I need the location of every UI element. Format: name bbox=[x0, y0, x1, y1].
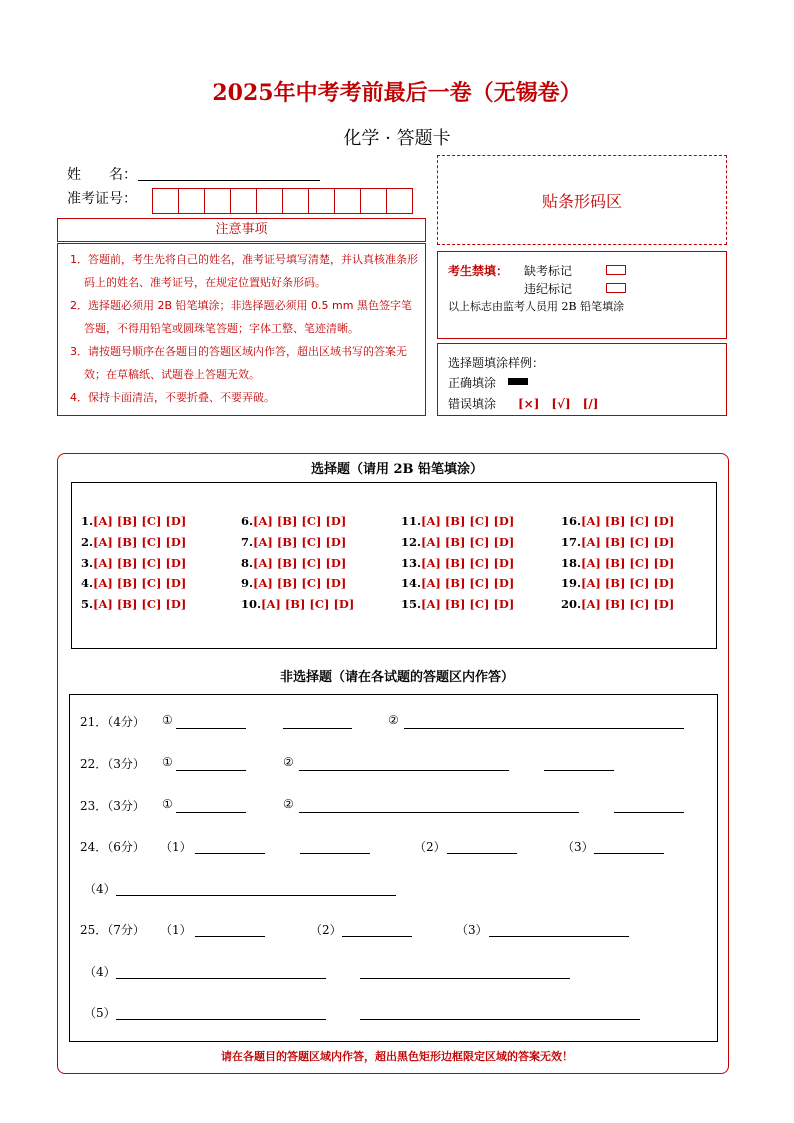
question-number: 9. bbox=[241, 576, 254, 590]
choice-question[interactable] bbox=[561, 576, 674, 590]
part-2: （2） bbox=[310, 923, 342, 937]
question-number: 5. bbox=[81, 597, 94, 611]
violation-mark[interactable] bbox=[606, 283, 626, 293]
circle-2: ② bbox=[283, 755, 294, 769]
answer-line[interactable] bbox=[360, 978, 570, 979]
choice-question[interactable] bbox=[81, 576, 186, 590]
question-number: 12. bbox=[401, 535, 422, 549]
choice-question[interactable] bbox=[241, 514, 346, 528]
choice-question[interactable] bbox=[401, 556, 514, 570]
answer-line[interactable] bbox=[544, 770, 614, 771]
question-number: 16. bbox=[561, 514, 582, 528]
choice-question[interactable] bbox=[561, 556, 674, 570]
name-label: 姓 名： bbox=[67, 167, 137, 183]
answer-options[interactable]: [A] [B] [C] [D] bbox=[253, 556, 347, 570]
answer-options[interactable]: [A] [B] [C] [D] bbox=[421, 556, 515, 570]
part-2: （2） bbox=[414, 840, 446, 854]
answer-line[interactable] bbox=[404, 728, 684, 729]
question-number: 17. bbox=[561, 535, 582, 549]
question-number: 8. bbox=[241, 556, 254, 570]
answer-line[interactable] bbox=[489, 936, 629, 937]
notice-item: 1．答题前，考生先将自己的姓名，准考证号填写清楚，并认真核准条形码上的姓名、准考证号，在规定位置贴好条形码。 bbox=[70, 253, 418, 289]
question-number: 4. bbox=[81, 576, 94, 590]
answer-line[interactable] bbox=[342, 936, 412, 937]
choice-question[interactable] bbox=[561, 514, 674, 528]
absent-label: 缺考标记 bbox=[524, 264, 573, 278]
free-section-title: 非选择题（请在各试题的答题区内作答） bbox=[279, 670, 514, 685]
part-1: （1） bbox=[160, 840, 192, 854]
q25-label: 25．（7分） bbox=[80, 923, 145, 937]
answer-line[interactable] bbox=[299, 812, 579, 813]
question-number: 20. bbox=[561, 597, 582, 611]
answer-options[interactable]: [A] [B] [C] [D] bbox=[261, 597, 355, 611]
question-number: 14. bbox=[401, 576, 422, 590]
fill-sample-box bbox=[437, 343, 727, 416]
question-number: 10. bbox=[241, 597, 262, 611]
answer-options[interactable]: [A] [B] [C] [D] bbox=[421, 535, 515, 549]
answer-options[interactable]: [A] [B] [C] [D] bbox=[93, 576, 187, 590]
circle-2: ② bbox=[283, 797, 294, 811]
part-5: （5） bbox=[84, 1006, 116, 1020]
notice-box bbox=[57, 243, 426, 416]
choice-question[interactable] bbox=[401, 514, 514, 528]
answer-options[interactable]: [A] [B] [C] [D] bbox=[93, 535, 187, 549]
circle-1: ① bbox=[162, 797, 173, 811]
choice-question[interactable] bbox=[241, 535, 346, 549]
answer-options[interactable]: [A] [B] [C] [D] bbox=[253, 535, 347, 549]
answer-line[interactable] bbox=[447, 853, 517, 854]
choice-question[interactable] bbox=[561, 535, 674, 549]
id-number-boxes[interactable] bbox=[152, 188, 413, 214]
answer-options[interactable]: [A] [B] [C] [D] bbox=[253, 514, 347, 528]
question-number: 7. bbox=[241, 535, 254, 549]
part-3: （3） bbox=[456, 923, 488, 937]
question-number: 13. bbox=[401, 556, 422, 570]
part-1: （1） bbox=[160, 923, 192, 937]
correct-fill-mark bbox=[508, 378, 528, 385]
wrong-fill-examples: [×] [√] [/] bbox=[518, 397, 599, 411]
question-number: 18. bbox=[561, 556, 582, 570]
name-field[interactable] bbox=[138, 180, 320, 181]
part-4: （4） bbox=[84, 965, 116, 979]
answer-line[interactable] bbox=[300, 853, 370, 854]
page-title: 2025年中考考前最后一卷（无锡卷） bbox=[212, 80, 582, 106]
choice-question[interactable] bbox=[401, 535, 514, 549]
answer-options[interactable]: [A] [B] [C] [D] bbox=[93, 514, 187, 528]
answer-line[interactable] bbox=[116, 895, 396, 896]
forbidden-label: 考生禁填： bbox=[448, 264, 509, 278]
footer-warning: 请在各题目的答题区域内作答，超出黑色矩形边框限定区域的答案无效！ bbox=[221, 1050, 573, 1063]
choice-section-title: 选择题（请用 2B 铅笔填涂） bbox=[310, 462, 484, 477]
answer-line[interactable] bbox=[594, 853, 664, 854]
circle-1: ① bbox=[162, 713, 173, 727]
choice-question[interactable] bbox=[241, 576, 346, 590]
circle-1: ① bbox=[162, 755, 173, 769]
answer-options[interactable]: [A] [B] [C] [D] bbox=[93, 556, 187, 570]
candidate-forbidden-box bbox=[437, 251, 727, 339]
wrong-fill-label: 错误填涂 bbox=[448, 397, 497, 411]
choice-question[interactable] bbox=[241, 556, 346, 570]
choice-question[interactable] bbox=[401, 576, 514, 590]
q24-label: 24．（6分） bbox=[80, 840, 145, 854]
question-number: 11. bbox=[401, 514, 422, 528]
answer-line[interactable] bbox=[176, 812, 246, 813]
part-4: （4） bbox=[84, 882, 116, 896]
question-number: 15. bbox=[401, 597, 422, 611]
answer-line[interactable] bbox=[176, 770, 246, 771]
notice-item: 2．选择题必须用 2B 铅笔填涂；非选择题必须用 0.5 mm 黑色签字笔答题，不得用铅笔或圆珠笔答题；字体工整、笔迹清晰。 bbox=[70, 299, 412, 335]
answer-options[interactable]: [A] [B] [C] [D] bbox=[421, 514, 515, 528]
answer-line[interactable] bbox=[116, 978, 326, 979]
correct-fill-label: 正确填涂 bbox=[448, 376, 497, 390]
forbidden-note: 以上标志由监考人员用 2B 铅笔填涂 bbox=[448, 300, 625, 313]
page-subtitle: 化学 · 答题卡 bbox=[343, 128, 451, 149]
answer-options[interactable]: [A] [B] [C] [D] bbox=[581, 556, 675, 570]
answer-line[interactable] bbox=[283, 728, 352, 729]
id-label: 准考证号： bbox=[67, 191, 137, 207]
q21-label: 21．（4分） bbox=[80, 715, 145, 729]
circle-2: ② bbox=[388, 713, 399, 727]
free-answer-box bbox=[69, 694, 718, 1042]
choice-question[interactable] bbox=[81, 597, 186, 611]
answer-options[interactable]: [A] [B] [C] [D] bbox=[581, 535, 675, 549]
answer-line[interactable] bbox=[360, 1019, 640, 1020]
answer-options[interactable]: [A] [B] [C] [D] bbox=[93, 597, 187, 611]
choice-question[interactable] bbox=[401, 597, 514, 611]
answer-line[interactable] bbox=[176, 728, 246, 729]
q22-label: 22．（3分） bbox=[80, 757, 145, 771]
answer-options[interactable]: [A] [B] [C] [D] bbox=[581, 597, 675, 611]
answer-options[interactable]: [A] [B] [C] [D] bbox=[581, 514, 675, 528]
question-number: 6. bbox=[241, 514, 254, 528]
question-number: 1. bbox=[81, 514, 94, 528]
absent-mark[interactable] bbox=[606, 265, 626, 275]
barcode-area: 贴条形码区 bbox=[437, 155, 727, 245]
answer-options[interactable]: [A] [B] [C] [D] bbox=[421, 597, 515, 611]
answer-options[interactable]: [A] [B] [C] [D] bbox=[421, 576, 515, 590]
choice-question[interactable] bbox=[241, 597, 354, 611]
notice-item: 4．保持卡面清洁，不要折叠、不要弄破。 bbox=[70, 391, 275, 404]
question-number: 3. bbox=[81, 556, 94, 570]
answer-options[interactable]: [A] [B] [C] [D] bbox=[253, 576, 347, 590]
answer-line[interactable] bbox=[195, 853, 265, 854]
choice-question[interactable] bbox=[81, 514, 186, 528]
choice-question[interactable] bbox=[561, 597, 674, 611]
q23-label: 23．（3分） bbox=[80, 799, 145, 813]
answer-line[interactable] bbox=[195, 936, 265, 937]
question-number: 2. bbox=[81, 535, 94, 549]
violation-label: 违纪标记 bbox=[524, 282, 573, 296]
part-3: （3） bbox=[562, 840, 594, 854]
choice-question[interactable] bbox=[81, 556, 186, 570]
fill-sample-title: 选择题填涂样例： bbox=[448, 356, 545, 370]
notice-item: 3．请按题号顺序在各题目的答题区域内作答，超出区域书写的答案无效；在草稿纸、试题卷上答题无效。 bbox=[70, 345, 407, 381]
notice-heading: 注意事项 bbox=[57, 218, 426, 242]
question-number: 19. bbox=[561, 576, 582, 590]
answer-options[interactable]: [A] [B] [C] [D] bbox=[581, 576, 675, 590]
answer-line[interactable] bbox=[614, 812, 684, 813]
answer-line[interactable] bbox=[299, 770, 509, 771]
answer-line[interactable] bbox=[116, 1019, 326, 1020]
choice-question[interactable] bbox=[81, 535, 186, 549]
